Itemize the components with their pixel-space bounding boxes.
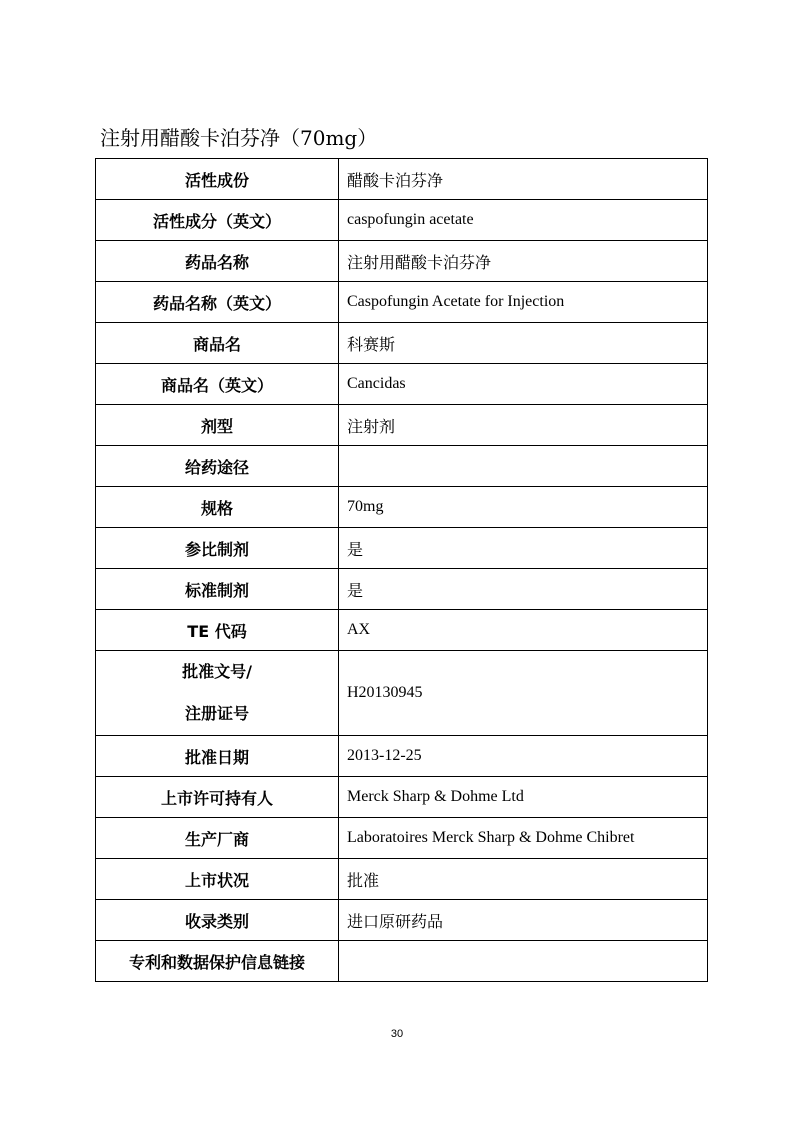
row-value: Caspofungin Acetate for Injection — [339, 282, 708, 323]
table-row — [96, 569, 708, 610]
row-value: Laboratoires Merck Sharp & Dohme Chibret — [339, 818, 708, 859]
table-row — [96, 364, 708, 405]
row-value: Cancidas — [339, 364, 708, 405]
row-label: 收录类别 — [96, 900, 339, 941]
row-label: 专利和数据保护信息链接 — [96, 941, 339, 982]
table-row — [96, 818, 708, 859]
table-row — [96, 859, 708, 900]
table-row — [96, 736, 708, 777]
row-label: 剂型 — [96, 405, 339, 446]
table-row — [96, 241, 708, 282]
table-row — [96, 405, 708, 446]
row-label: TE 代码 — [96, 610, 339, 651]
page-number: 30 — [390, 1028, 404, 1040]
row-value: 醋酸卡泊芬净 — [339, 159, 708, 200]
row-value: AX — [339, 610, 708, 651]
row-value: H20130945 — [339, 651, 708, 736]
row-value — [339, 941, 708, 982]
table-row — [96, 651, 708, 736]
row-label: 商品名 — [96, 323, 339, 364]
row-label: 标准制剂 — [96, 569, 339, 610]
row-label: 药品名称 — [96, 241, 339, 282]
row-value: 是 — [339, 569, 708, 610]
row-value: 注射用醋酸卡泊芬净 — [339, 241, 708, 282]
table-row — [96, 446, 708, 487]
table-row — [96, 900, 708, 941]
table-row — [96, 528, 708, 569]
row-label: 上市许可持有人 — [96, 777, 339, 818]
row-value: 是 — [339, 528, 708, 569]
table-row — [96, 487, 708, 528]
row-label: 生产厂商 — [96, 818, 339, 859]
row-value — [339, 446, 708, 487]
table-row — [96, 941, 708, 982]
row-value: 70mg — [339, 487, 708, 528]
row-label: 活性成份 — [96, 159, 339, 200]
row-label: 药品名称（英文） — [96, 282, 339, 323]
row-label: 活性成分（英文） — [96, 200, 339, 241]
row-value: 科赛斯 — [339, 323, 708, 364]
row-value: 进口原研药品 — [339, 900, 708, 941]
row-label — [96, 651, 339, 736]
document-title: 注射用醋酸卡泊芬净（70mg） — [100, 126, 378, 150]
table-row — [96, 323, 708, 364]
row-label: 规格 — [96, 487, 339, 528]
row-value: 2013-12-25 — [339, 736, 708, 777]
drug-info-table — [95, 158, 708, 982]
row-value: 注射剂 — [339, 405, 708, 446]
table-row — [96, 159, 708, 200]
row-label-line: 批准文号/ — [182, 662, 252, 681]
row-label: 参比制剂 — [96, 528, 339, 569]
table-row — [96, 200, 708, 241]
row-label: 商品名（英文） — [96, 364, 339, 405]
row-value: 批准 — [339, 859, 708, 900]
row-value: caspofungin acetate — [339, 200, 708, 241]
row-value: Merck Sharp & Dohme Ltd — [339, 777, 708, 818]
row-label: 给药途径 — [96, 446, 339, 487]
row-label: 上市状况 — [96, 859, 339, 900]
table-row — [96, 282, 708, 323]
table-row — [96, 777, 708, 818]
row-label-line: 注册证号 — [184, 704, 249, 723]
table-row — [96, 610, 708, 651]
row-label: 批准日期 — [96, 736, 339, 777]
